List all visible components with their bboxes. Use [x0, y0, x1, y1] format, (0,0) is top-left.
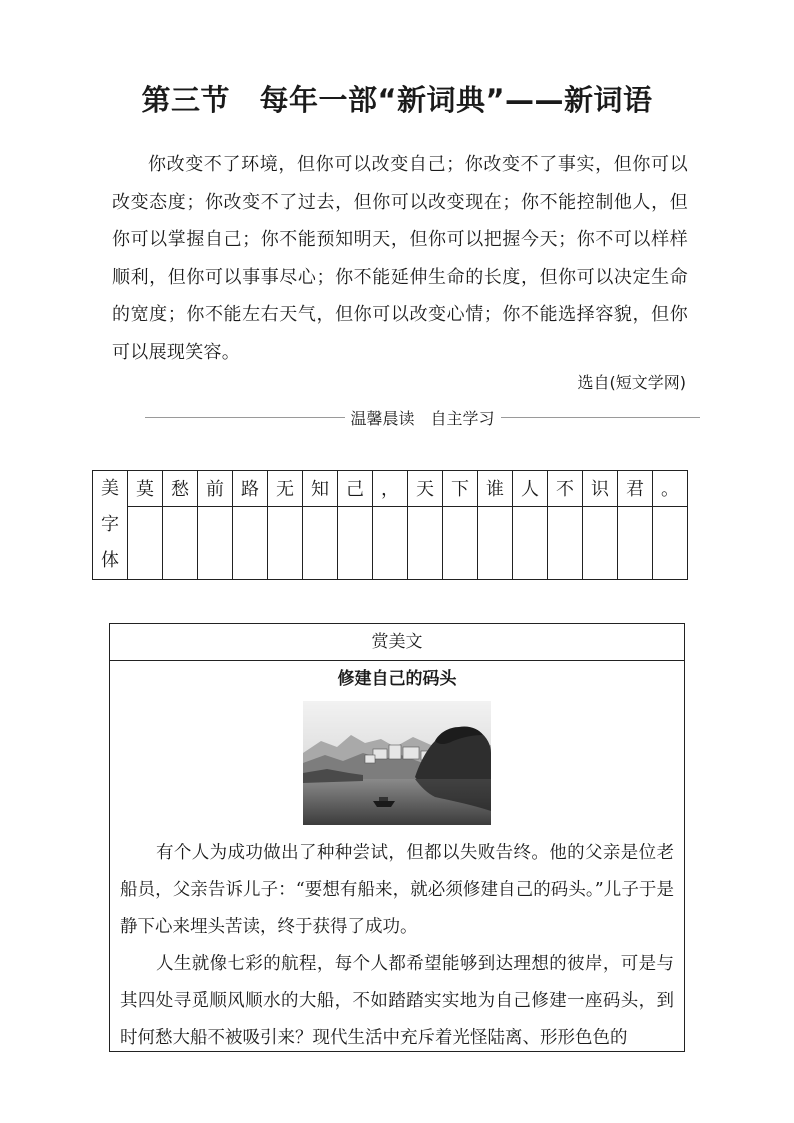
- divider-label: 温馨晨读 自主学习: [350, 409, 495, 428]
- copybook-char: 谁: [478, 471, 513, 507]
- practice-cell[interactable]: [443, 506, 478, 579]
- copybook-char: 莫: [128, 471, 163, 507]
- practice-cell[interactable]: [303, 506, 338, 579]
- practice-cell[interactable]: [128, 506, 163, 579]
- divider-line-right: [501, 417, 701, 418]
- section-divider: [145, 406, 700, 429]
- copybook-char: ，: [373, 471, 408, 507]
- copybook-char: 人: [513, 471, 548, 507]
- practice-cell[interactable]: [478, 506, 513, 579]
- copybook-row-practice: [93, 506, 688, 579]
- copybook-char: 路: [233, 471, 268, 507]
- copybook-row-characters: [93, 471, 688, 507]
- intro-paragraph: 你改变不了环境，但你可以改变自己；你改变不了事实，但你可以改变态度；你改变不了过去，但你可以改变现在；你不能控制他人，但你可以掌握自己；你不能预知明天，但你可以把握今天；你不可以样样顺利，但你可以事事尽心；你不能延伸生命的长度，但你可以决定生命的宽度；你不能左右天气，但你可以改变心情；你不能选择容貌，但你可以展现笑容。: [112, 154, 688, 363]
- copybook-char: 无: [268, 471, 303, 507]
- practice-cell[interactable]: [233, 506, 268, 579]
- practice-cell[interactable]: [653, 506, 688, 579]
- copybook-char: 下: [443, 471, 478, 507]
- practice-cell[interactable]: [338, 506, 373, 579]
- copybook-char: 愁: [163, 471, 198, 507]
- article-paragraph: 有个人为成功做出了种种尝试，但都以失败告终。他的父亲是位老船员，父亲告诉儿子：“要想有船来，就必须修建自己的码头。”儿子于是静下心来埋头苦读，终于获得了成功。: [120, 843, 674, 937]
- practice-cell[interactable]: [583, 506, 618, 579]
- practice-cell[interactable]: [408, 506, 443, 579]
- copybook-char: 。: [653, 471, 688, 507]
- photo-boat-cabin: [379, 797, 388, 801]
- copybook-header-cell: [93, 471, 128, 580]
- copybook-header-char: 字: [101, 514, 119, 535]
- copybook-char: 己: [338, 471, 373, 507]
- practice-cell[interactable]: [163, 506, 198, 579]
- copybook-char: 知: [303, 471, 338, 507]
- source-citation: 选自(短文学网): [577, 373, 686, 392]
- page-title: 第三节 每年一部“新词典”——新词语: [141, 83, 653, 117]
- river-town-photo: [303, 701, 491, 825]
- practice-cell[interactable]: [198, 506, 233, 579]
- practice-cell[interactable]: [618, 506, 653, 579]
- copybook-char: 识: [583, 471, 618, 507]
- article-box-header: 赏美文: [110, 624, 684, 661]
- copybook-char: 君: [618, 471, 653, 507]
- practice-cell[interactable]: [373, 506, 408, 579]
- copybook-header-char: 美: [101, 478, 119, 499]
- practice-cell[interactable]: [548, 506, 583, 579]
- article-box: [109, 623, 685, 1052]
- practice-cell[interactable]: [268, 506, 303, 579]
- copybook-char: 前: [198, 471, 233, 507]
- copybook-char: 不: [548, 471, 583, 507]
- article-paragraph: 人生就像七彩的航程，每个人都希望能够到达理想的彼岸，可是与其四处寻觅顺风顺水的大船，不如踏踏实实地为自己修建一座码头，到时何愁大船不被吸引来？现代生活中充斥着光怪陆离、形形色色的: [120, 954, 674, 1048]
- divider-line-left: [145, 417, 345, 418]
- copybook-table: [92, 470, 688, 580]
- article-body: [110, 825, 684, 1052]
- copybook-header-char: 体: [101, 550, 119, 571]
- article-title: 修建自己的码头: [337, 669, 457, 689]
- copybook-char: 天: [408, 471, 443, 507]
- practice-cell[interactable]: [513, 506, 548, 579]
